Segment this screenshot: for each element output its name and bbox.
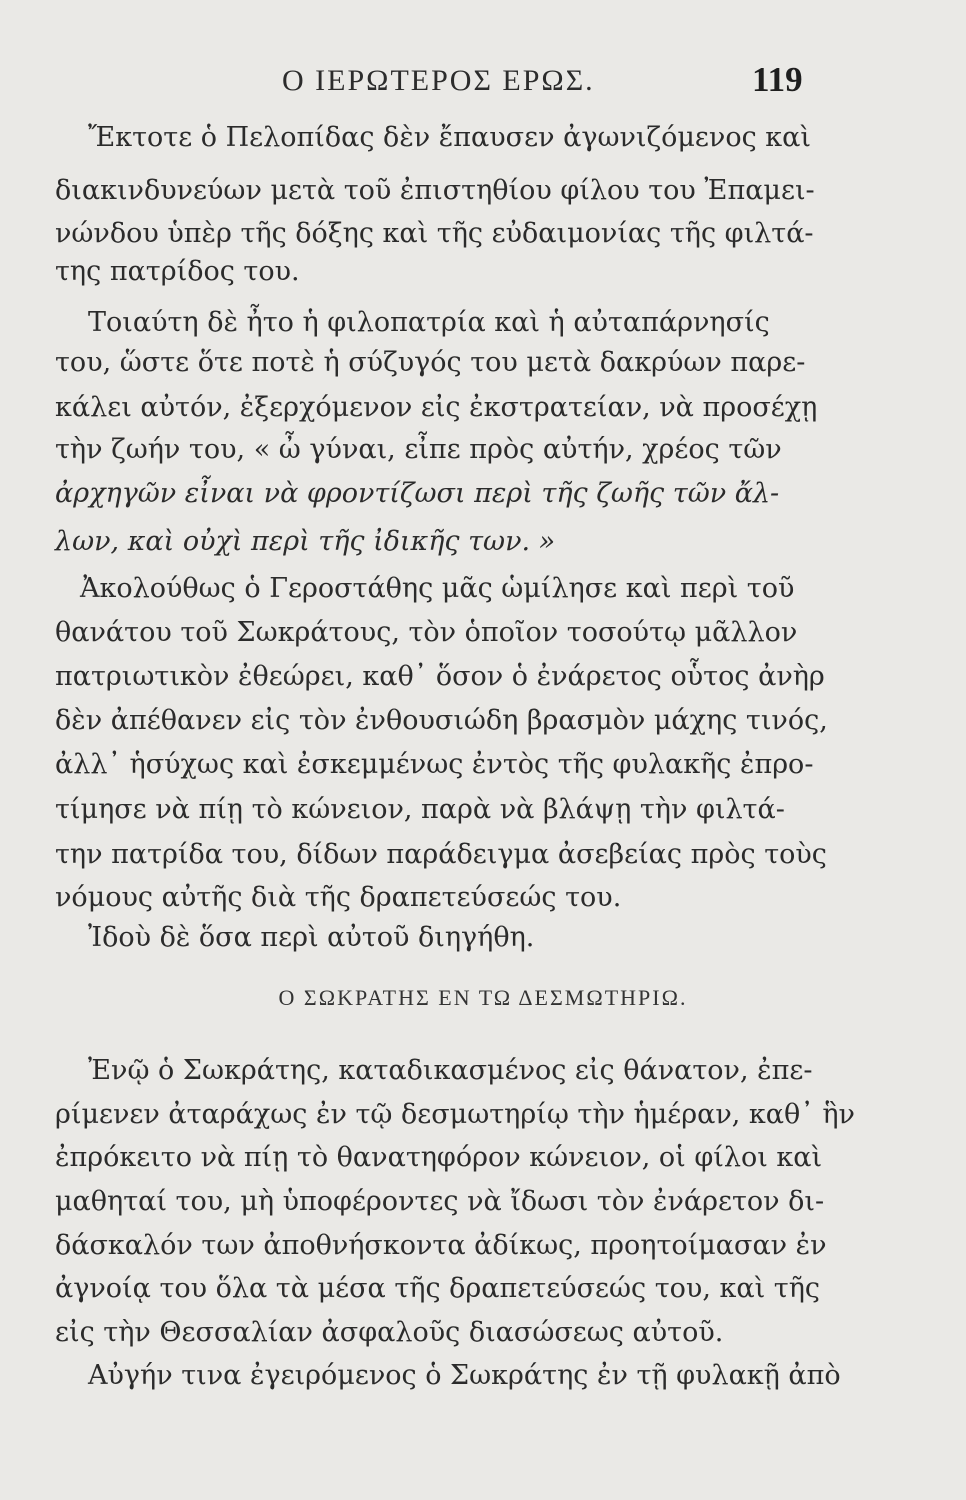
text-line: του, ὥστε ὅτε ποτὲ ἡ σύζυγός του μετὰ δακρύων παρε- (55, 347, 806, 378)
text-line: δάσκαλόν των ἀποθνήσκοντα ἀδίκως, προητοίμασαν ἐν (55, 1230, 827, 1261)
text-line: τὴν ζωήν του, « ὦ γύναι, εἶπε πρὸς αὐτήν, χρέος τῶν (55, 434, 782, 465)
text-line: πατριωτικὸν ἐθεώρει, καθ᾽ ὅσον ὁ ἐνάρετος οὗτος ἀνὴρ (55, 661, 825, 692)
text-line: διακινδυνεύων μετὰ τοῦ ἐπιστηθίου φίλου του Ἐπαμει- (55, 175, 815, 206)
text-line: νόμους αὐτῆς διὰ τῆς δραπετεύσεώς του. (55, 882, 622, 913)
text-line: την πατρίδα του, δίδων παράδειγμα ἀσεβείας πρὸς τοὺς (55, 839, 827, 870)
text-line: εἰς τὴν Θεσσαλίαν ἀσφαλοῦς διασώσεως αὐτοῦ. (55, 1317, 724, 1348)
text-line: Ἐνῷ ὁ Σωκράτης, καταδικασμένος εἰς θάνατον, ἐπε- (88, 1055, 813, 1086)
text-line: λων, καὶ οὐχὶ περὶ τῆς ἰδικῆς των. » (55, 526, 556, 557)
text-line: θανάτου τοῦ Σωκράτους, τὸν ὁποῖον τοσούτῳ μᾶλλον (55, 617, 798, 648)
text-line: της πατρίδος του. (55, 256, 300, 287)
text-line: δὲν ἀπέθανεν εἰς τὸν ἐνθουσιώδη βρασμὸν μάχης τινός, (55, 705, 828, 736)
text-line: ἀγνοίᾳ του ὅλα τὰ μέσα τῆς δραπετεύσεώς του, καὶ τῆς (55, 1273, 821, 1304)
text-line: μαθηταί του, μὴ ὑποφέροντες νὰ ἴδωσι τὸν ἐνάρετον δι- (55, 1186, 825, 1217)
text-line: Ἔκτοτε ὁ Πελοπίδας δὲν ἔπαυσεν ἀγωνιζόμενος καὶ (88, 122, 811, 153)
text-line: τίμησε νὰ πίῃ τὸ κώνειον, παρὰ νὰ βλάψῃ τὴν φιλτά- (55, 794, 785, 825)
section-heading: Ο ΣΩΚΡΑΤΗΣ ΕΝ ΤΩ ΔΕΣΜΩΤΗΡΙΩ. (278, 985, 688, 1010)
running-title: Ο ΙΕΡΩΤΕΡΟΣ ΕΡΩΣ. (282, 64, 595, 97)
text-line: ἐπρόκειτο νὰ πίῃ τὸ θανατηφόρον κώνειον, οἱ φίλοι καὶ (55, 1142, 823, 1173)
text-line: Ἰδοὺ δὲ ὅσα περὶ αὐτοῦ διηγήθη. (88, 922, 535, 953)
page-header (0, 58, 966, 106)
text-line: Τοιαύτη δὲ ἦτο ἡ φιλοπατρία καὶ ἡ αὐταπάρνησίς (88, 307, 770, 338)
page-number: 119 (752, 60, 803, 99)
text-line: νώνδου ὑπὲρ τῆς δόξης καὶ τῆς εὐδαιμονίας τῆς φιλτά- (55, 218, 814, 249)
text-line: ρίμενεν ἀταράχως ἐν τῷ δεσμωτηρίῳ τὴν ἡμέραν, καθ᾽ ἣν (55, 1099, 855, 1130)
text-line: κάλει αὐτόν, ἐξερχόμενον εἰς ἐκστρατείαν, νὰ προσέχῃ (55, 392, 818, 423)
text-line: Αὐγήν τινα ἐγειρόμενος ὁ Σωκράτης ἐν τῇ φυλακῇ ἀπὸ (88, 1360, 841, 1391)
text-line: ἀρχηγῶν εἶναι νὰ φροντίζωσι περὶ τῆς ζωῆς τῶν ἄλ- (55, 478, 780, 509)
text-line: Ἀκολούθως ὁ Γεροστάθης μᾶς ὡμίλησε καὶ περὶ τοῦ (80, 573, 795, 604)
text-line: ἀλλ᾽ ἡσύχως καὶ ἐσκεμμένως ἐντὸς τῆς φυλακῆς ἐπρο- (55, 749, 814, 780)
